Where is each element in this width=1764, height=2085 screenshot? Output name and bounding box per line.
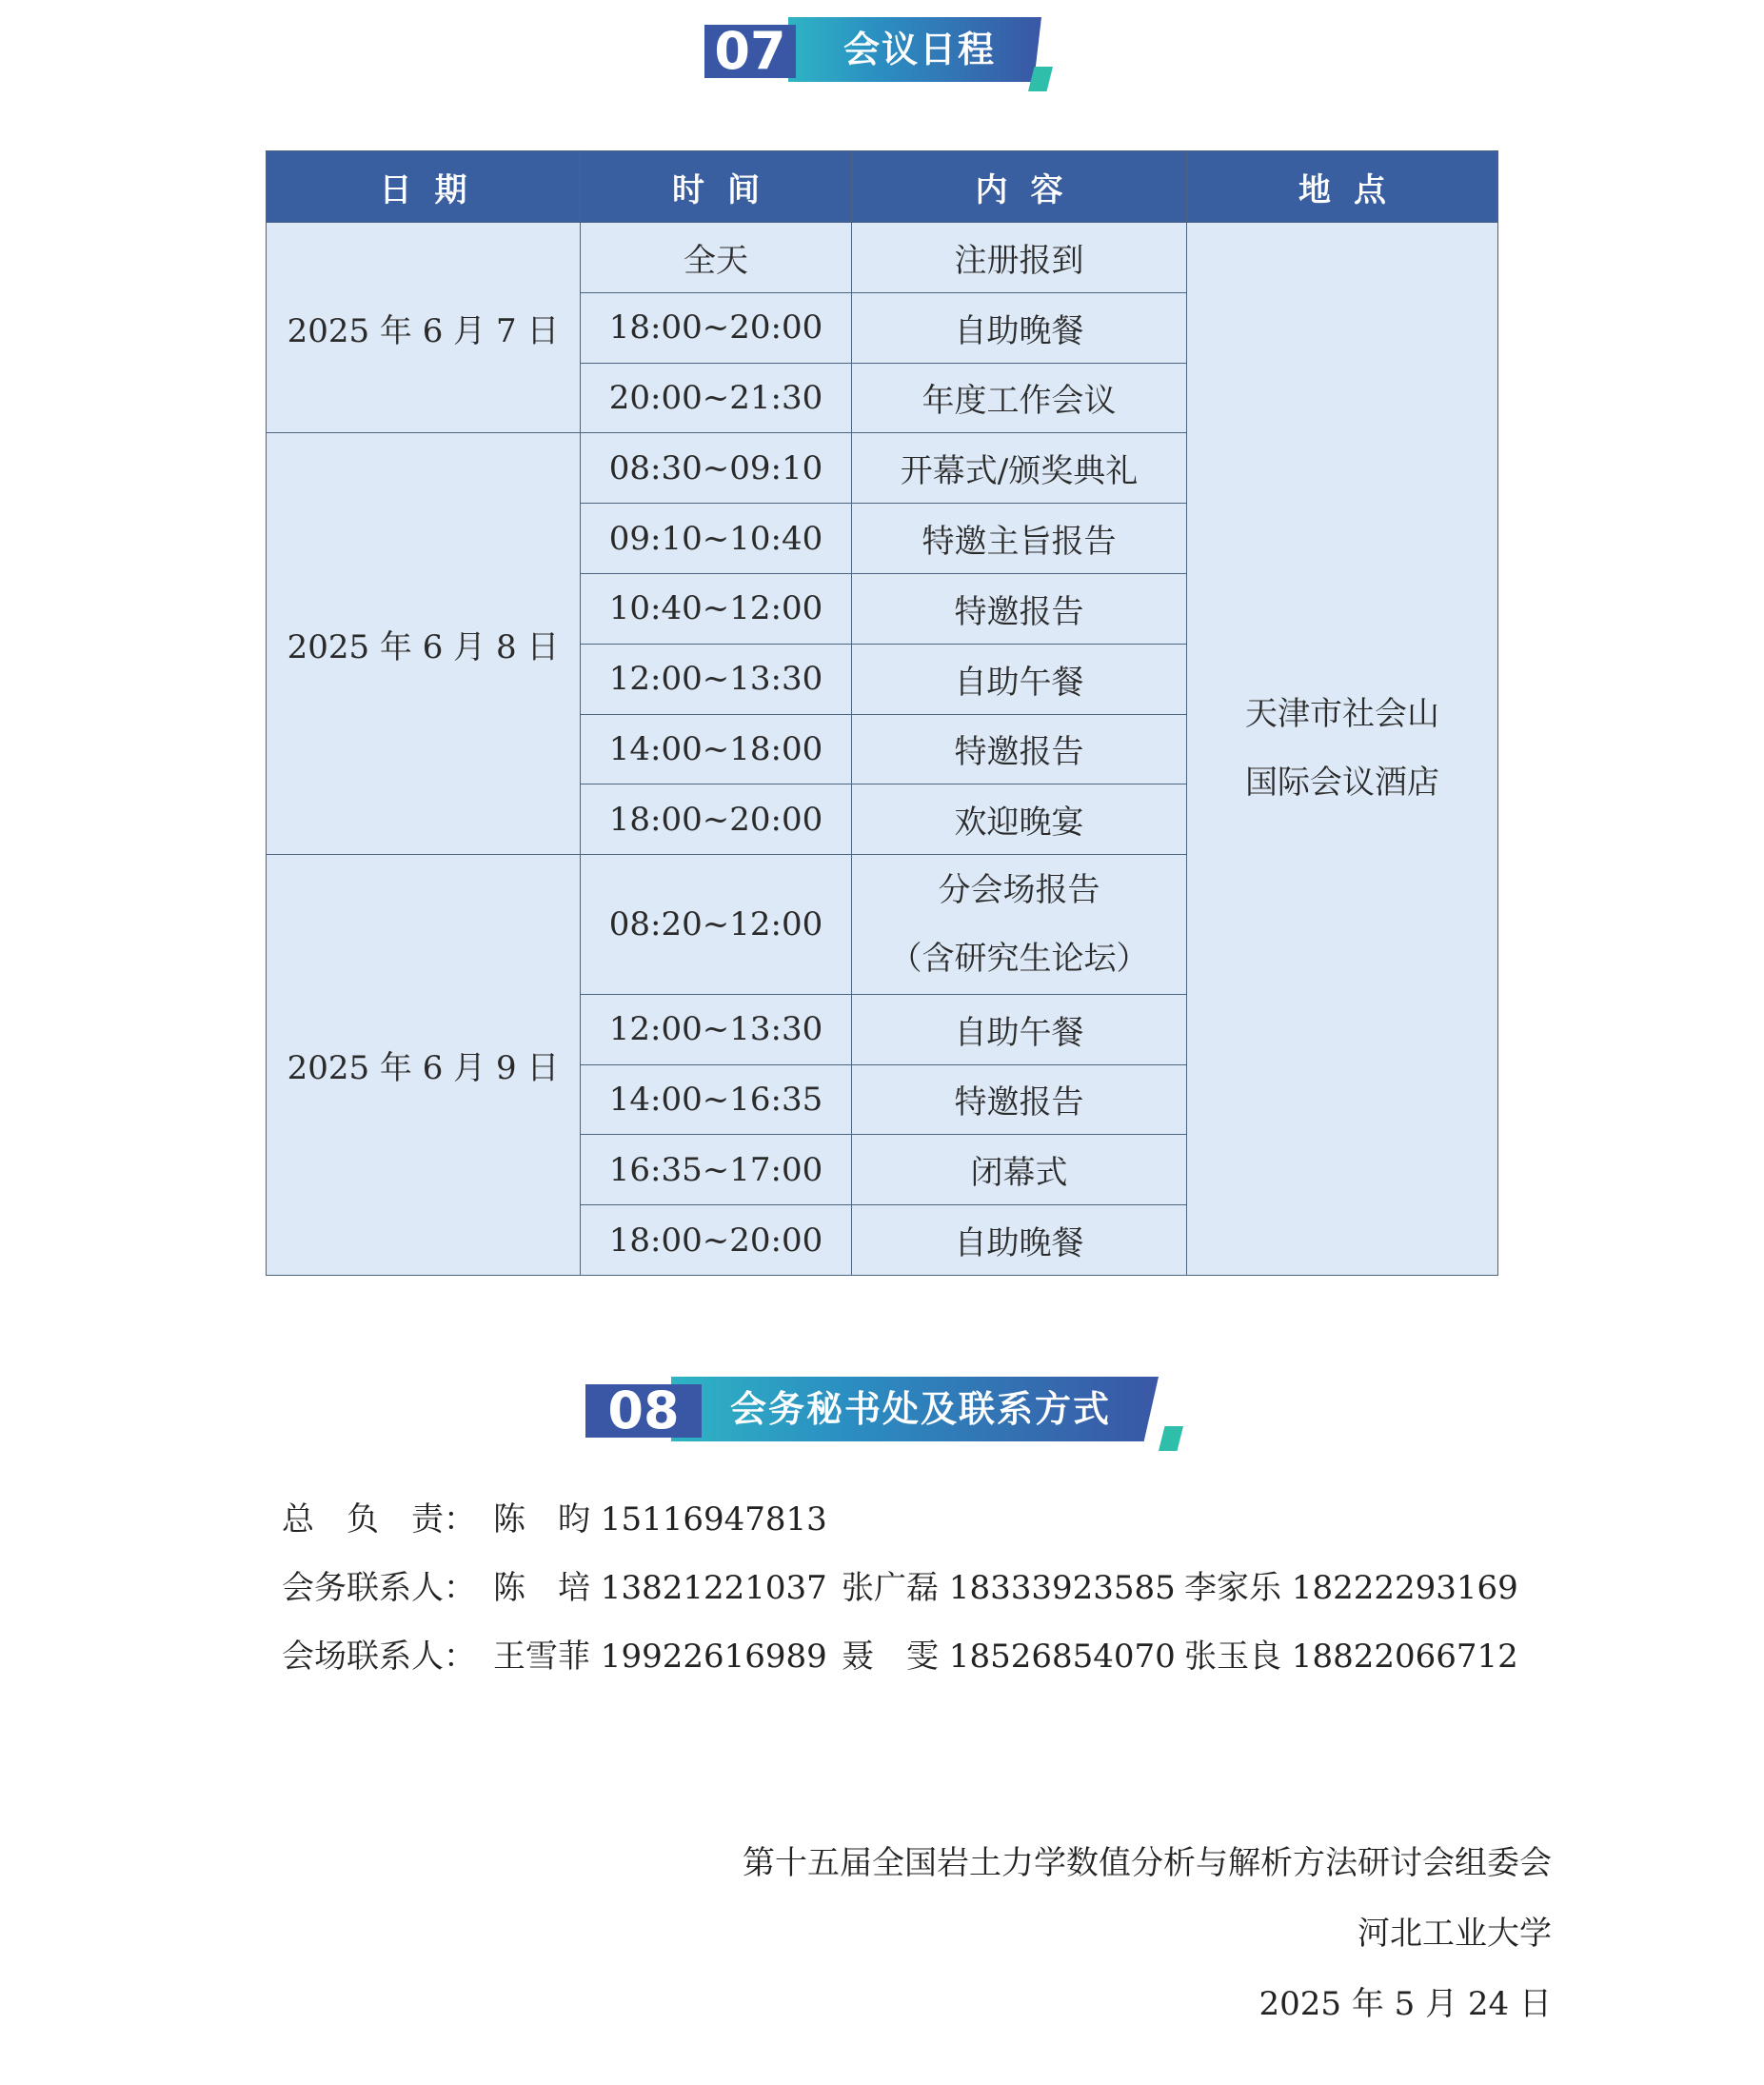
contact-entry: 陈 昀 15116947813 xyxy=(493,1500,827,1539)
date-cell: 2025 年 6 月 9 日 xyxy=(267,855,581,1276)
content-cell: 闭幕式 xyxy=(852,1135,1187,1205)
section-08-number: 08 xyxy=(585,1384,702,1438)
schedule-header-row xyxy=(267,151,1498,223)
time-cell: 08:30~09:10 xyxy=(581,433,852,504)
signature-block xyxy=(743,1828,1552,2039)
section-07-title: 会议日程 xyxy=(843,29,997,70)
content-cell: 特邀报告 xyxy=(852,714,1187,784)
content-cell xyxy=(852,855,1187,995)
time-cell: 18:00~20:00 xyxy=(581,292,852,363)
contact-entry: 张广磊 18333923585 xyxy=(842,1569,1176,1607)
time-cell: 14:00~18:00 xyxy=(581,714,852,784)
contact-entry: 张玉良 18822066712 xyxy=(1184,1638,1518,1676)
organizer-name: 第十五届全国岩土力学数值分析与解析方法研讨会组委会 xyxy=(743,1844,1552,1882)
time-cell: 09:10~10:40 xyxy=(581,504,852,574)
content-cell: 注册报到 xyxy=(852,223,1187,293)
time-cell: 08:20~12:00 xyxy=(581,855,852,995)
time-cell: 全天 xyxy=(581,223,852,293)
contact-label: 会务联系人： xyxy=(282,1569,476,1607)
section-07-number: 07 xyxy=(704,25,796,78)
time-cell: 16:35~17:00 xyxy=(581,1135,852,1205)
header-place: 地点 xyxy=(1187,151,1498,223)
university-name: 河北工业大学 xyxy=(1358,1915,1552,1953)
schedule-table xyxy=(266,150,1498,1276)
header-content: 内容 xyxy=(852,151,1187,223)
time-cell: 12:00~13:30 xyxy=(581,644,852,714)
time-cell: 14:00~16:35 xyxy=(581,1064,852,1135)
place-line-1: 天津市社会山 xyxy=(1245,695,1439,734)
header-time: 时间 xyxy=(581,151,852,223)
content-cell: 开幕式/颁奖典礼 xyxy=(852,433,1187,504)
content-cell: 年度工作会议 xyxy=(852,363,1187,433)
section-08-accent xyxy=(1159,1426,1183,1451)
content-line-2: （含研究生论坛） xyxy=(889,939,1149,978)
time-cell: 18:00~20:00 xyxy=(581,1205,852,1276)
issue-date: 2025 年 5 月 24 日 xyxy=(1259,1985,1552,2023)
date-cell: 2025 年 6 月 7 日 xyxy=(267,223,581,433)
content-cell: 特邀主旨报告 xyxy=(852,504,1187,574)
content-cell: 自助午餐 xyxy=(852,994,1187,1064)
contact-entry: 王雪菲 19922616989 xyxy=(493,1638,827,1676)
section-07-header xyxy=(704,17,1066,95)
contact-label: 会场联系人： xyxy=(282,1638,476,1676)
content-cell: 欢迎晚宴 xyxy=(852,784,1187,855)
content-cell: 特邀报告 xyxy=(852,573,1187,644)
time-cell: 10:40~12:00 xyxy=(581,573,852,644)
contact-entry: 陈 培 13821221037 xyxy=(493,1569,827,1607)
table-row xyxy=(267,223,1498,293)
header-date: 日期 xyxy=(267,151,581,223)
content-cell: 自助晚餐 xyxy=(852,292,1187,363)
time-cell: 18:00~20:00 xyxy=(581,784,852,855)
contact-entry: 聂 雯 18526854070 xyxy=(842,1638,1176,1676)
time-cell: 20:00~21:30 xyxy=(581,363,852,433)
content-cell: 特邀报告 xyxy=(852,1064,1187,1135)
contact-entry: 李家乐 18222293169 xyxy=(1184,1569,1518,1607)
date-cell: 2025 年 6 月 8 日 xyxy=(267,433,581,855)
place-cell xyxy=(1187,223,1498,1276)
contact-label: 总 负 责： xyxy=(282,1500,476,1539)
content-line-1: 分会场报告 xyxy=(938,870,1100,909)
content-cell: 自助午餐 xyxy=(852,644,1187,714)
time-cell: 12:00~13:30 xyxy=(581,994,852,1064)
place-line-2: 国际会议酒店 xyxy=(1245,764,1439,803)
section-08-header xyxy=(585,1377,1185,1455)
content-cell: 自助晚餐 xyxy=(852,1205,1187,1276)
section-08-title: 会务秘书处及联系方式 xyxy=(730,1388,1112,1430)
